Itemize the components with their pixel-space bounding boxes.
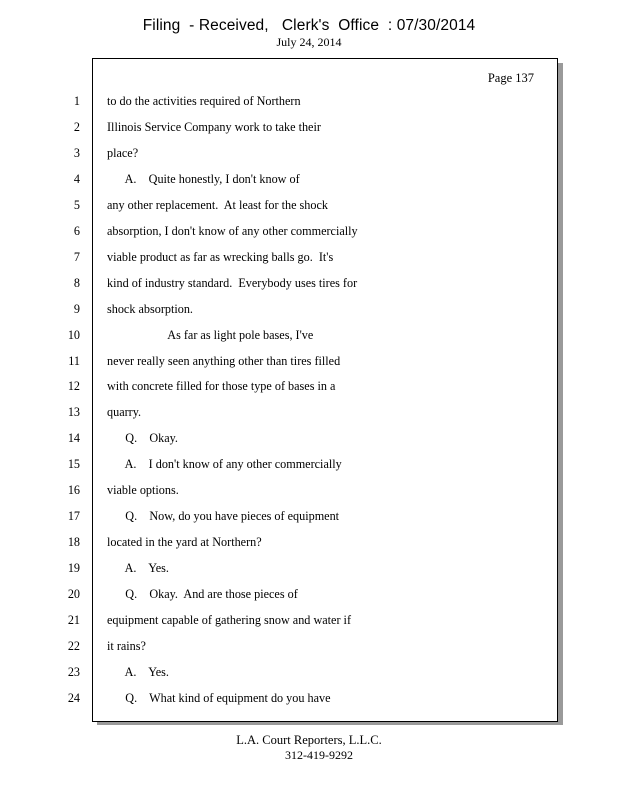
line-text: quarry.: [107, 405, 142, 420]
line-number: 12: [67, 379, 80, 394]
line-text: A. I don't know of any other commercially: [107, 457, 342, 472]
line-text: to do the activities required of Northern: [107, 94, 301, 108]
line-text: any other replacement. At least for the shock: [107, 197, 328, 212]
line-text: equipment capable of gathering snow and water if: [107, 613, 351, 627]
transcript-date: July 24, 2014: [276, 35, 342, 49]
line-number: 21: [67, 613, 80, 627]
line-number: 6: [73, 223, 80, 238]
line-text: Q. Okay.: [107, 431, 178, 446]
line-text: kind of industry standard. Everybody uses tires for: [107, 275, 358, 290]
line-number: 17: [67, 509, 80, 524]
line-number: 20: [67, 587, 80, 602]
line-number: 5: [73, 197, 80, 212]
line-text: place?: [107, 145, 139, 160]
line-text: with concrete filled for those type of bases in a: [107, 379, 336, 394]
line-number: 16: [67, 483, 80, 498]
line-number: 1: [73, 94, 80, 108]
line-number: 23: [67, 664, 80, 679]
line-number: 19: [67, 561, 80, 576]
line-number: 4: [73, 171, 80, 186]
line-number: 15: [67, 457, 80, 472]
line-number: 9: [73, 301, 80, 316]
line-number: 10: [67, 327, 80, 342]
page-number: Page 137: [487, 71, 534, 85]
line-text: absorption, I don't know of any other commercially: [107, 223, 358, 238]
line-number: 22: [67, 638, 80, 653]
line-number: 14: [67, 431, 80, 446]
line-text: viable product as far as wrecking balls go. It's: [107, 249, 334, 264]
line-text: located in the yard at Northern?: [107, 535, 262, 550]
line-number: 13: [67, 405, 80, 420]
line-number: 2: [73, 119, 80, 134]
line-number: 24: [67, 690, 80, 705]
line-number: 7: [73, 249, 80, 264]
line-number: 8: [73, 275, 80, 290]
line-text: never really seen anything other than tires filled: [107, 353, 341, 368]
line-number: 3: [73, 145, 80, 160]
filing-stamp: Filing - Received, Clerk's Office : 07/30/2014: [142, 17, 476, 34]
line-text: A. Quite honestly, I don't know of: [107, 171, 300, 186]
line-text: Q. Now, do you have pieces of equipment: [107, 509, 340, 524]
reporter-company: L.A. Court Reporters, L.L.C.: [236, 733, 382, 747]
line-text: Q. Okay. And are those pieces of: [107, 587, 298, 602]
line-text: Q. What kind of equipment do you have: [107, 690, 331, 705]
line-text: As far as light pole bases, I've: [107, 327, 314, 342]
line-number: 11: [68, 353, 80, 368]
line-text: A. Yes.: [107, 664, 169, 679]
line-number: 18: [67, 535, 80, 550]
line-text: A. Yes.: [107, 561, 169, 576]
line-text: shock absorption.: [107, 301, 193, 316]
line-text: viable options.: [107, 483, 179, 498]
line-text: it rains?: [107, 638, 146, 653]
line-text: Illinois Service Company work to take their: [107, 119, 321, 134]
reporter-phone: 312-419-9292: [285, 748, 353, 762]
